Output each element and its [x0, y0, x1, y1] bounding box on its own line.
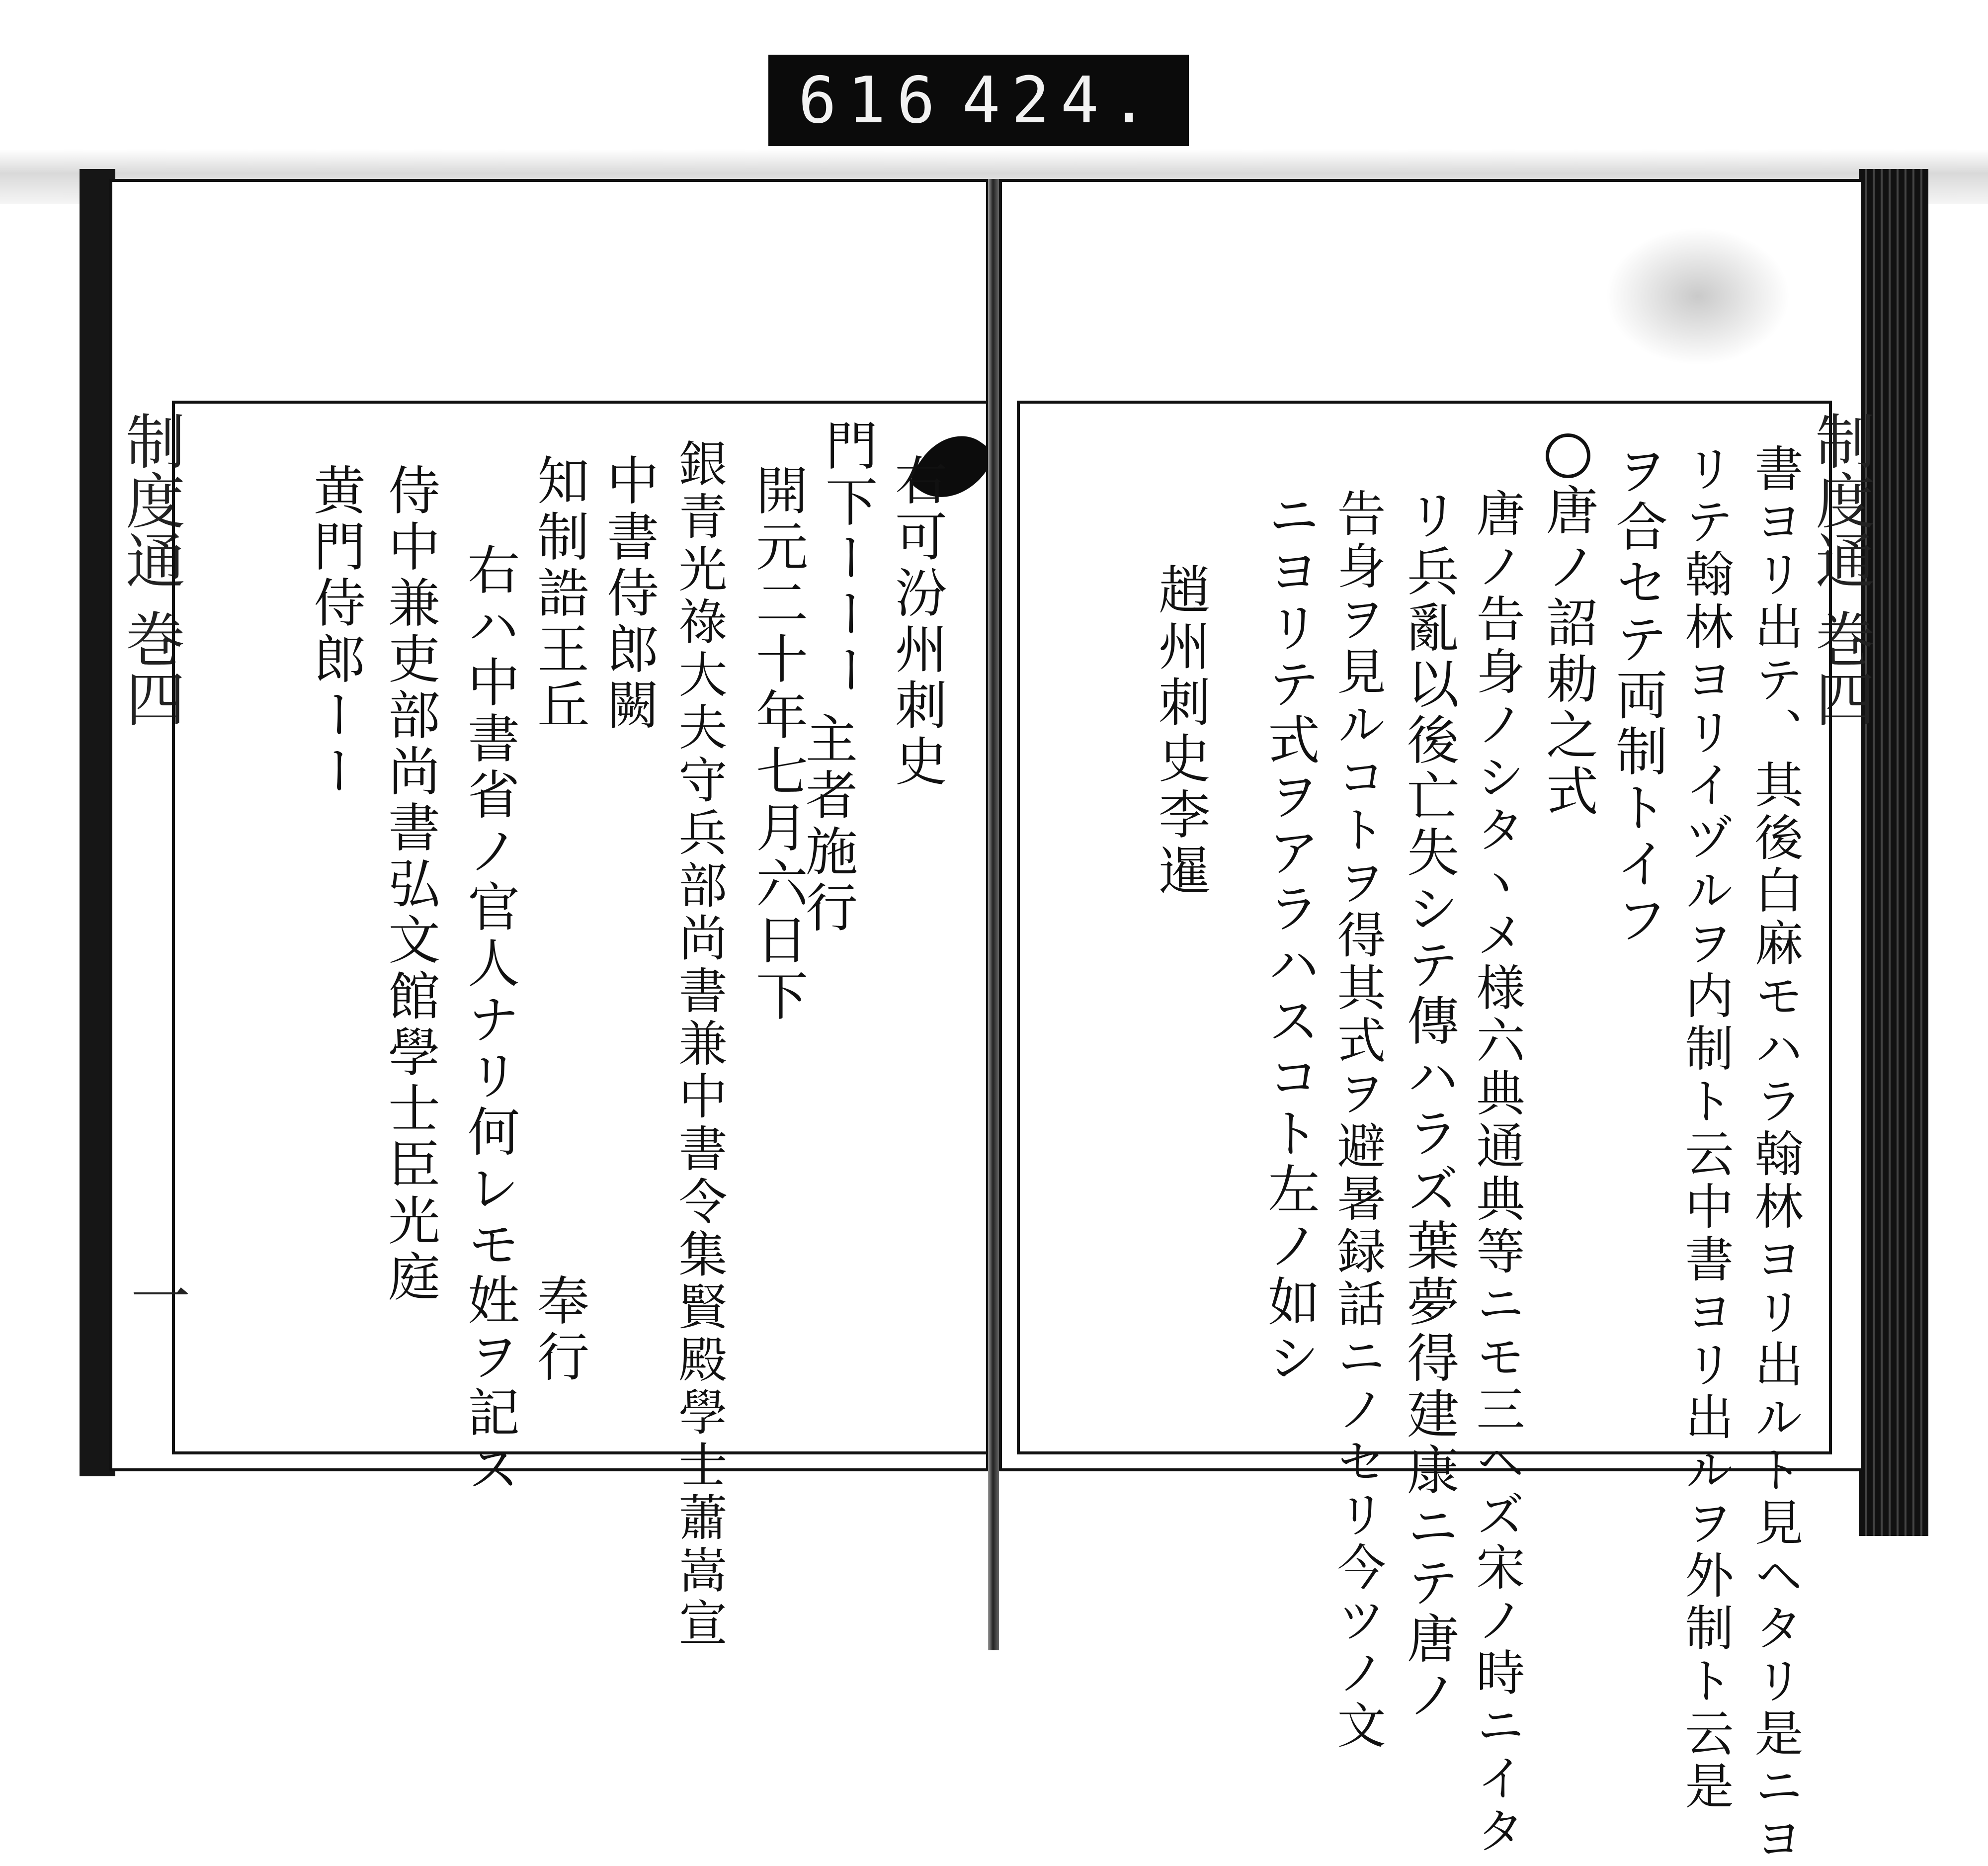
left-column-3: 開元二十年七月六日下 — [747, 463, 808, 1025]
right-column-8: ニヨリテ式ヲアラハスコト左ノ如シ — [1259, 488, 1320, 1387]
left-column-6-tail: 奉行 — [529, 1273, 589, 1386]
left-column-2: 門下ーーー — [817, 419, 878, 699]
left-margin-footer: 一 — [121, 1266, 190, 1325]
page-number-tag — [768, 55, 1189, 146]
tag-left-number: 616 — [798, 63, 946, 138]
left-page — [109, 179, 989, 1650]
left-column-1: 右可汾州刺史 — [887, 453, 947, 790]
right-column-7: 告身ヲ見ルコトヲ得其式ヲ避暑録話ニノセリ今ツノ文 — [1329, 488, 1386, 1753]
right-column-2: リテ翰林ヨリイヅルヲ内制ト云中書ヨリ出ルヲ外制ト云是 — [1677, 443, 1734, 1813]
left-column-6: 知制誥王丘 — [529, 453, 589, 734]
left-column-9: 黄門侍郎ーー — [305, 463, 366, 800]
left-page-upper-blank — [112, 182, 986, 401]
book-spine — [988, 179, 999, 1650]
right-book-edge — [1859, 169, 1928, 1536]
right-page — [999, 179, 1875, 1866]
right-column-3: ヲ合セテ両制トイフ — [1607, 443, 1668, 949]
right-column-4: 唐ノ詔勅之式 — [1542, 433, 1594, 820]
left-column-7: 右ハ中書省ノ官人ナリ何レモ姓ヲ記ス — [459, 543, 520, 1498]
left-column-4: 銀青光祿大夫守兵部尚書兼中書令集賢殿學士蕭嵩宣 — [670, 438, 727, 1650]
left-column-8: 侍中兼吏部尚書弘文館學士臣光庭 — [380, 463, 440, 1306]
right-column-9: 趙州刺史李暹 — [1150, 563, 1211, 900]
tag-right-number: 424. — [962, 63, 1159, 138]
left-column-5: 中書侍郎闕 — [598, 453, 659, 734]
left-column-1-note: 主者施行 — [797, 712, 858, 936]
page-smudge — [1598, 222, 1797, 371]
right-text-frame — [1017, 401, 1832, 1866]
left-margin-title: 制度通 巻四 — [116, 411, 185, 728]
right-column-1: 書ヨリ出テ、其後白麻モハラ翰林ヨリ出ルト見ヘタリ是ニヨ — [1746, 443, 1803, 1866]
right-column-6: リ兵亂以後亡失シテ傳ハラズ葉夢得建康ニテ唐ノ — [1399, 488, 1459, 1724]
left-text-frame — [172, 401, 997, 1650]
right-column-5: 唐ノ告身ノシタヽメ様六典通典等ニモ三ヘズ宋ノ時ニイタ — [1468, 488, 1525, 1858]
circle-heading-mark — [1546, 433, 1590, 478]
right-margin-title: 制度通 巻四 — [1806, 411, 1875, 728]
